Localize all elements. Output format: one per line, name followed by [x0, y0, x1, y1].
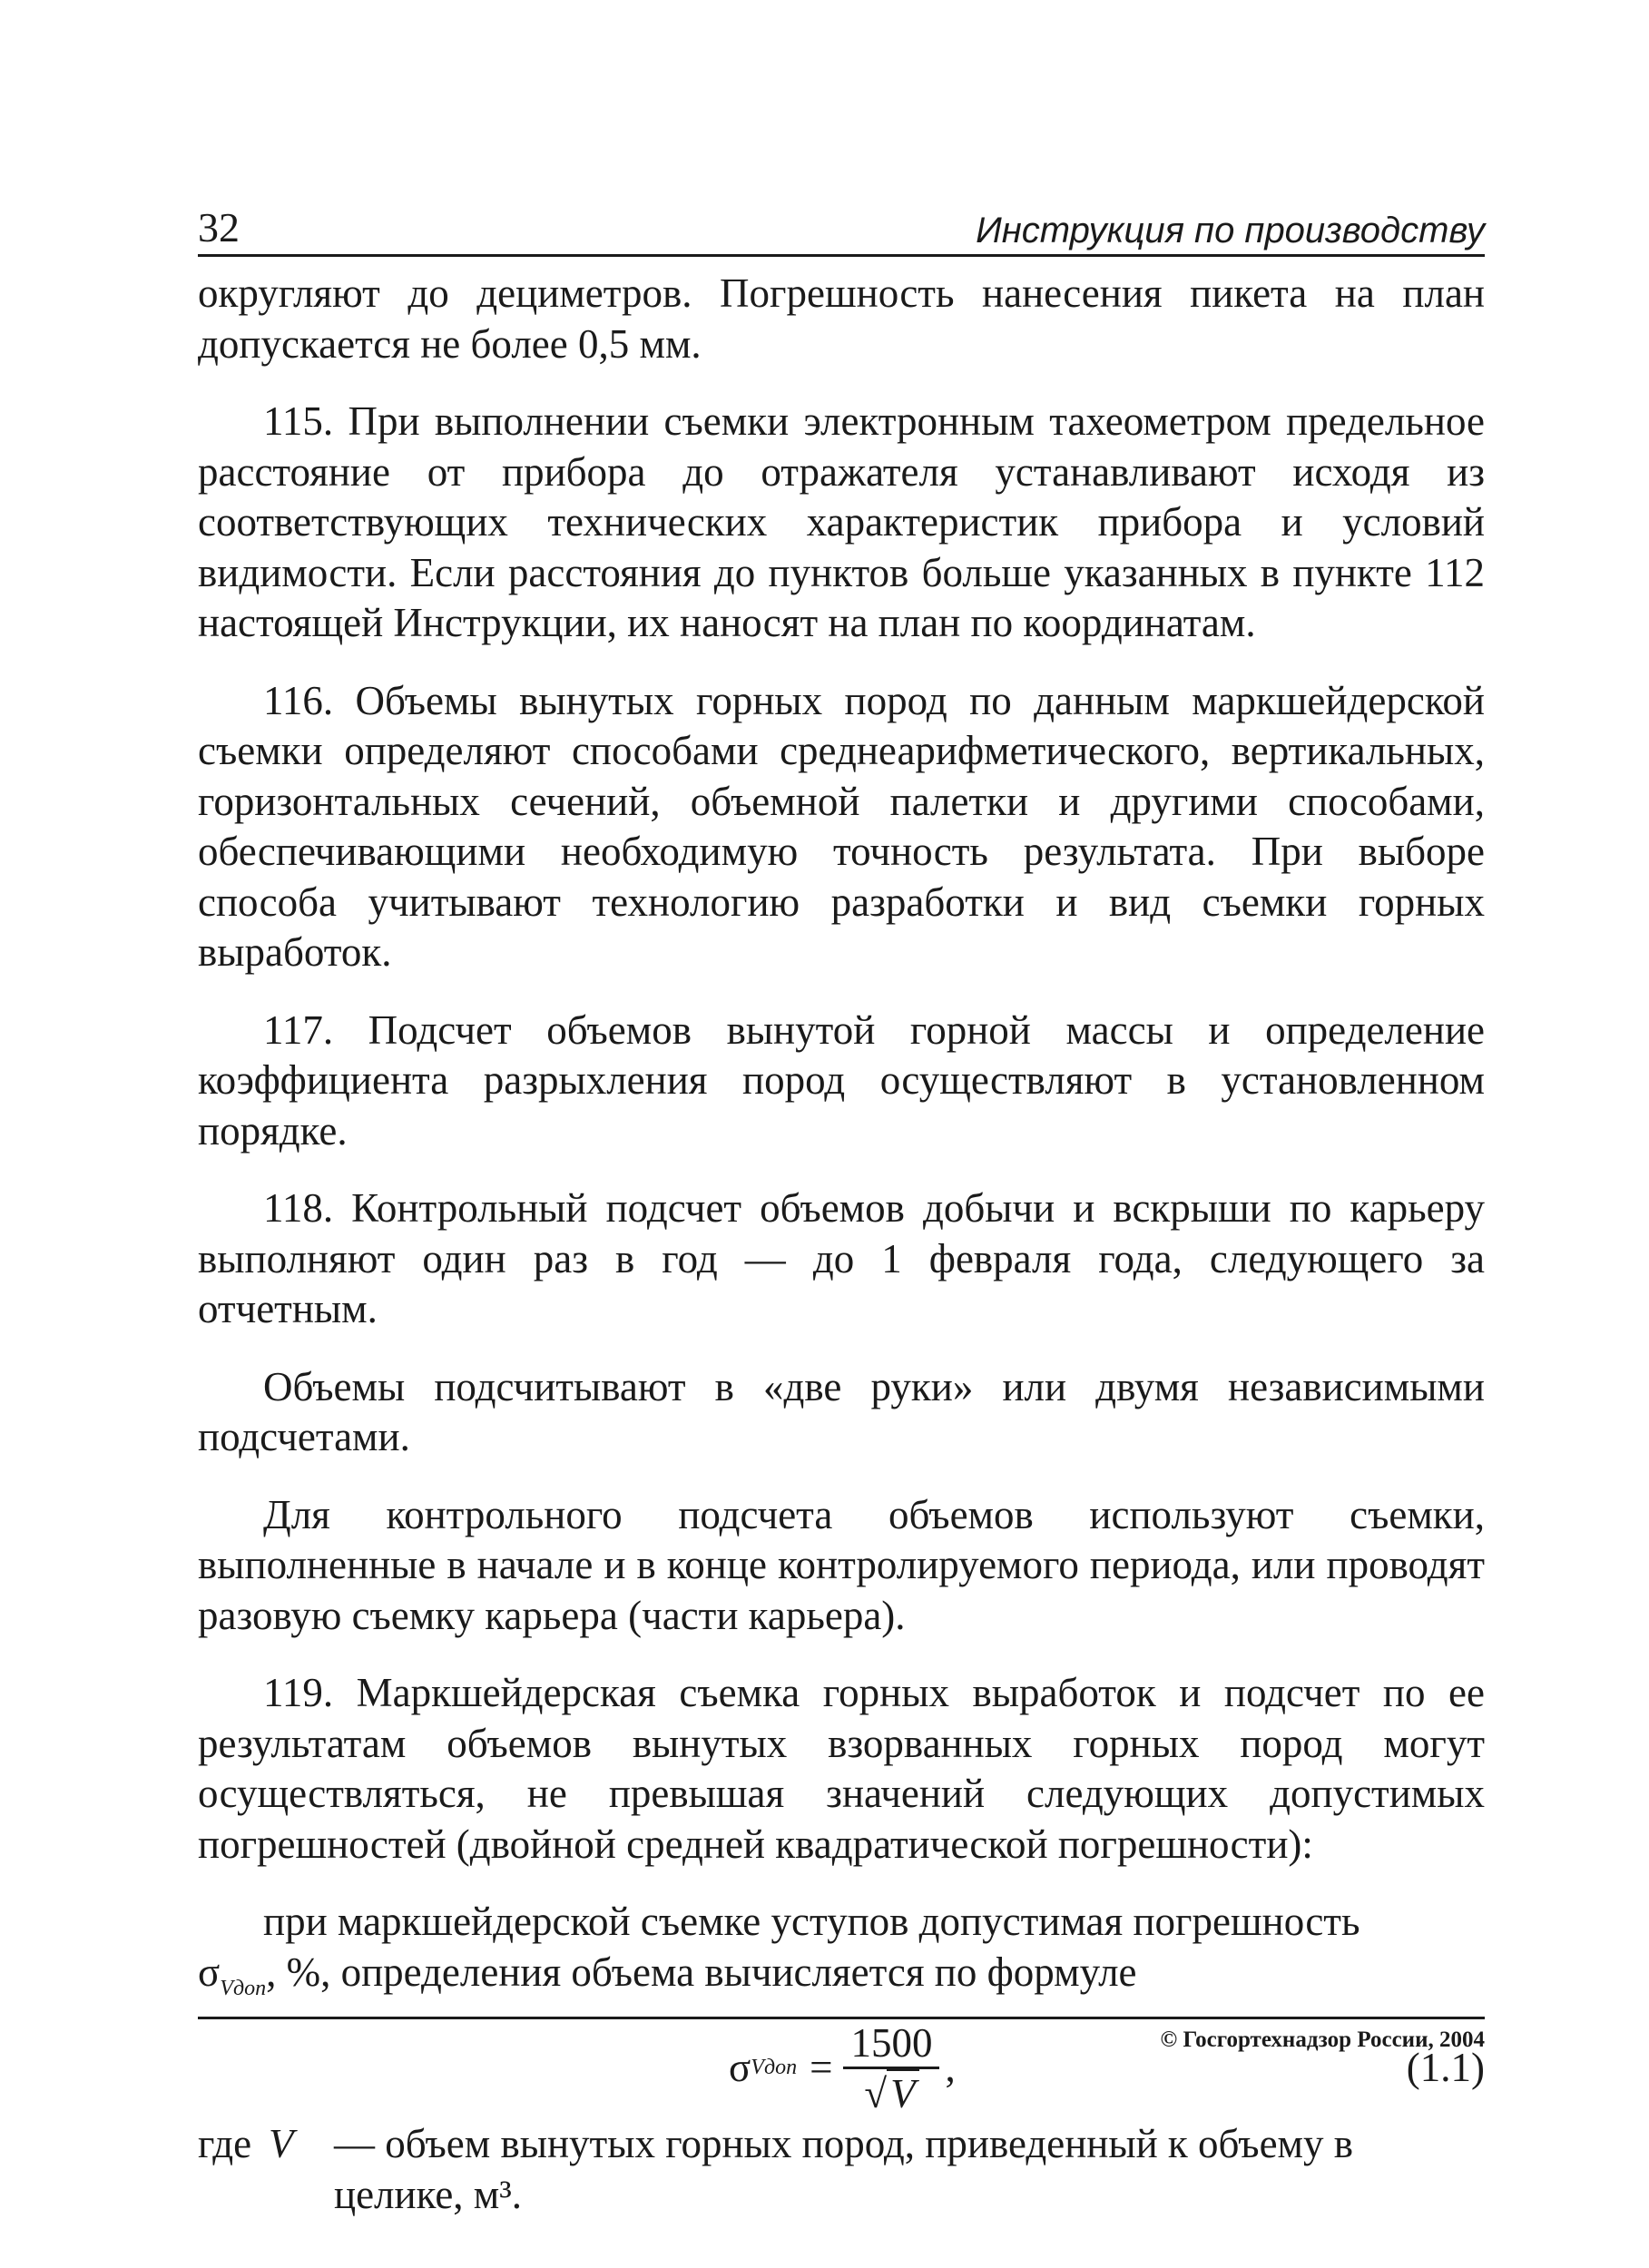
- equation-number: (1.1): [1406, 2045, 1485, 2090]
- paragraph-118: 118. Контрольный подсчет объемов добычи и вскрыши по карьеру выполняют один раз в год — до 1 февраля года, следующего за отчетным.: [198, 1185, 1485, 1331]
- copyright-notice: © Госгортехнадзор России, 2004: [1160, 2027, 1485, 2052]
- benches-text: при маркшейдерской съемке уступов допустимая погрешность: [263, 1899, 1360, 1944]
- paragraph-118-volumes: Объемы подсчитывают в «две руки» или двумя независимыми подсчетами.: [198, 1363, 1485, 1459]
- formula-sigma-subscript: Vдоп: [751, 2056, 798, 2080]
- formula-denominator: [864, 2069, 918, 2116]
- paragraph-116: 116. Объемы вынутых горных пород по данным маркшейдерской съемки определяют способами среднеарифметического, вертикальных, горизонтальных сечений, объемной палетки и другими способами, обеспечивающими необходимую точность результата. При выборе способа учитывают технологию разработки и вид съемки горных выработок.: [198, 677, 1485, 975]
- formula-numerator: 1500: [843, 2021, 939, 2069]
- inline-sigma: $\sigma_{Vдоп}$: [198, 1949, 267, 2000]
- where-variable: V: [269, 2121, 294, 2166]
- where-definition: — объем вынутых горных пород, приведенный к объему в целике, м³.: [334, 2121, 1354, 2217]
- formula-fraction: [843, 2021, 939, 2116]
- paragraph-119: 119. Маркшейдерская съемка горных выработок и подсчет по ее результатам объемов вынутых взорванных горных пород могут осуществляться, не превышая значений следующих допустимых погрешностей (двойной средней квадратической погрешности):: [198, 1670, 1485, 1867]
- formula-comma: ,: [945, 2045, 956, 2091]
- inline-sigma-subscript: Vдоп: [220, 1976, 267, 2000]
- paragraph-117: 117. Подсчет объемов вынутой горной массы и определение коэффициента разрыхления пород осуществляют в установленном порядке.: [198, 1006, 1485, 1154]
- where-clause: [198, 2119, 1485, 2228]
- radical-sign: √: [864, 2070, 888, 2116]
- page-body: [198, 269, 1485, 2228]
- footer-rule: [198, 2017, 1485, 2019]
- running-title: Инструкция по производству: [976, 211, 1485, 250]
- paragraph-119-benches: [198, 1897, 1485, 2014]
- formula-equals: =: [810, 2045, 833, 2091]
- page-number: 32: [198, 204, 240, 250]
- paragraph-115: 115. При выполнении съемки электронным тахеометром предельное расстояние от прибора до отражателя устанавливают исходя из соответствующих технических характеристик прибора и условий видимости. Если расстояния до пунктов больше указанных в пункте 112 настоящей Инструкции, их наносят на план по координатам.: [198, 398, 1485, 645]
- paragraph-continuation: округляют до дециметров. Погрешность нанесения пикета на план допускается не более 0,5 мм.: [198, 270, 1485, 367]
- formula-expression: [729, 2019, 956, 2116]
- page-header: [198, 198, 1485, 257]
- formula-intro-text: , %, определения объема вычисляется по формуле: [266, 1949, 1137, 1995]
- radicand: V: [887, 2068, 919, 2116]
- where-label: где: [198, 2121, 252, 2166]
- paragraph-118-surveys: Для контрольного подсчета объемов используют съемки, выполненные в начале и в конце контролируемого периода, или проводят разовую съемку карьера (части карьера).: [198, 1491, 1485, 1638]
- formula-sigma: σ: [729, 2045, 751, 2091]
